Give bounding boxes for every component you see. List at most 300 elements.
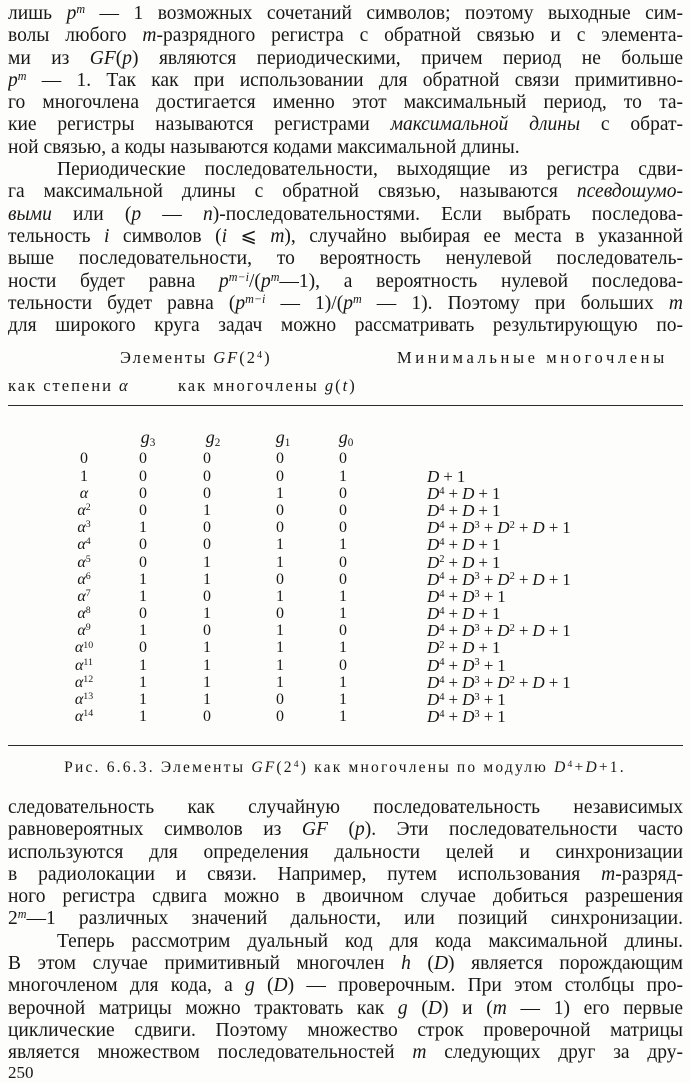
- text-run: (: [335, 376, 343, 395]
- table-row: [0, 468, 690, 485]
- table-top-rule: [8, 405, 683, 406]
- column-header-g0: [331, 427, 361, 450]
- text-line: [8, 931, 683, 953]
- math-italic: α: [77, 519, 86, 537]
- text-line: [8, 953, 683, 975]
- superscript: 4: [293, 759, 301, 771]
- superscript: 2: [509, 519, 515, 531]
- text-run: га максимальной длины с обратной связью, называются: [8, 181, 577, 203]
- coefficient-cell: 0: [203, 536, 211, 554]
- math-italic: D: [427, 466, 440, 486]
- table-row: [0, 450, 690, 467]
- superscript: 2: [509, 623, 515, 634]
- math-italic: g: [275, 427, 285, 447]
- coefficient-cell: 1: [203, 673, 211, 691]
- operator-sign: +: [448, 707, 459, 727]
- paragraph: [8, 159, 683, 337]
- coefficient-cell: 0: [203, 519, 211, 537]
- math-italic: D: [462, 621, 475, 641]
- operator-sign: +: [448, 518, 459, 538]
- table-row: [0, 708, 690, 725]
- text-line: [8, 1020, 683, 1042]
- superscript: 10: [83, 639, 94, 651]
- text-run: /(: [249, 270, 261, 292]
- coefficient-cell: 1: [203, 656, 211, 674]
- math-italic: D: [427, 483, 440, 503]
- superscript: 4: [439, 519, 445, 531]
- math-superscript: m: [17, 908, 27, 922]
- coefficient-cell: 0: [276, 519, 284, 537]
- coefficient-cell: 1: [203, 553, 211, 571]
- text-run: волы любого: [8, 25, 143, 47]
- text-run: тельности будет равна (: [8, 292, 236, 314]
- coefficient-cell: 1: [339, 605, 347, 623]
- text-run: лишь: [8, 3, 67, 24]
- text-run: (: [254, 975, 274, 997]
- text-line: [8, 315, 683, 337]
- text-run: 0: [80, 450, 88, 468]
- operator-sign: +: [448, 535, 459, 555]
- operator-sign: +: [483, 621, 494, 641]
- text-run: тельность: [8, 225, 105, 247]
- text-run: — 1 возможных сочетаний символов; поэтому выходные сим-: [85, 3, 683, 24]
- text-run: Рис. 6.6.3. Элементы: [64, 759, 252, 776]
- math-italic: D: [427, 621, 440, 641]
- coefficient-cell: 1: [339, 691, 347, 709]
- coefficient-cell: 1: [276, 484, 284, 502]
- math-superscript: m: [17, 69, 27, 83]
- coefficient-cell: 0: [276, 708, 284, 726]
- text-run: (: [410, 953, 434, 975]
- math-italic: D: [532, 672, 545, 692]
- math-italic: g: [245, 975, 255, 997]
- subscript: 3: [149, 437, 156, 450]
- operator-sign: +: [448, 552, 459, 572]
- column-header-g2: [198, 427, 228, 450]
- math-italic: GF: [251, 759, 277, 776]
- text-run: используются для определения дальности целей и синхронизации: [8, 841, 683, 863]
- text-run: -разряд-: [615, 863, 683, 885]
- superscript: 4: [439, 691, 445, 703]
- math-italic: D: [427, 997, 442, 1019]
- table-row: [0, 674, 690, 691]
- math-italic: α: [119, 376, 130, 395]
- superscript: 4: [439, 502, 445, 514]
- coefficient-cell: 1: [276, 673, 284, 691]
- math-italic: D: [427, 707, 440, 727]
- superscript: 2: [439, 554, 445, 566]
- math-italic: α: [74, 639, 84, 657]
- text-run: 1: [80, 467, 88, 485]
- math-italic: D: [462, 535, 475, 555]
- column-header-g3: [133, 427, 163, 450]
- text-run: 1: [497, 655, 506, 675]
- math-italic: D: [273, 975, 288, 997]
- math-italic: p: [354, 819, 365, 841]
- superscript: 2: [509, 571, 515, 583]
- math-italic: D: [497, 621, 510, 641]
- operator-sign: +: [483, 690, 494, 710]
- table-body: [0, 450, 690, 725]
- table-bottom-rule: [8, 745, 683, 746]
- text-run: 1: [562, 621, 571, 641]
- superscript: 8: [85, 605, 91, 617]
- math-italic: GF: [301, 819, 328, 841]
- text-line: [8, 842, 683, 864]
- superscript: 4: [439, 537, 445, 549]
- operator-sign: +: [448, 621, 459, 641]
- math-superscript: m−i: [245, 292, 266, 306]
- superscript: 4: [439, 605, 445, 617]
- text-run: (2: [276, 759, 294, 776]
- coefficient-cell: 1: [139, 691, 147, 709]
- math-italic: α: [77, 622, 86, 640]
- table-row: [0, 639, 690, 656]
- text-line: [8, 819, 683, 841]
- coefficient-cell: 0: [339, 519, 347, 537]
- coefficient-cell: 0: [139, 450, 147, 468]
- math-italic: D: [497, 518, 510, 538]
- operator-sign: +: [518, 672, 529, 692]
- text-run: ⩽: [227, 225, 271, 247]
- math-italic: максимальной длины: [390, 114, 581, 136]
- coefficient-cell: 1: [276, 622, 284, 640]
- coefficient-cell: 1: [139, 587, 147, 605]
- math-italic: псевдошумо-: [576, 181, 683, 203]
- text-run: ми из: [8, 47, 90, 69]
- operator-sign: +: [448, 672, 459, 692]
- math-italic: α: [77, 501, 86, 519]
- text-run: ного регистра сдвига можно в двоичном случае добиться разрешения: [8, 886, 683, 908]
- coefficient-cell: 0: [203, 708, 211, 726]
- text-run: выше последовательности, то вероятность ненулевой последователь-: [8, 248, 683, 270]
- table-header-minimal-polynomials: Минимальные многочлены: [397, 348, 668, 367]
- math-italic: D: [433, 953, 449, 975]
- text-run: 1: [492, 535, 501, 555]
- coefficient-cell: 1: [139, 519, 147, 537]
- text-run: 1: [562, 518, 571, 538]
- text-run: 1: [562, 672, 571, 692]
- text-run: ) и (: [441, 997, 493, 1019]
- text-run: ности будет равна: [8, 270, 220, 292]
- text-run: 1: [497, 707, 506, 727]
- math-italic: D: [462, 569, 475, 589]
- table-subheader-as-polynomials: [178, 376, 357, 396]
- math-superscript: m: [270, 270, 280, 284]
- text-line: [8, 248, 683, 270]
- math-italic: p: [122, 47, 133, 69]
- coefficient-cell: 0: [339, 484, 347, 502]
- math-italic: D: [462, 672, 475, 692]
- math-italic: i: [221, 225, 228, 247]
- math-italic: D: [462, 690, 475, 710]
- coefficient-cell: 1: [339, 587, 347, 605]
- math-superscript: m−i: [228, 270, 250, 284]
- text-run: 1: [492, 604, 501, 624]
- math-italic: m: [492, 997, 507, 1019]
- table-row: [0, 622, 690, 639]
- text-line: [8, 204, 683, 226]
- superscript: 14: [83, 708, 94, 720]
- operator-sign: +: [448, 569, 459, 589]
- math-italic: α: [77, 587, 86, 605]
- math-italic: GF: [89, 47, 116, 69]
- body-text-bottom: [8, 797, 683, 1065]
- math-superscript: m: [76, 3, 86, 16]
- operator-sign: +: [548, 672, 559, 692]
- operator-sign: +: [548, 518, 559, 538]
- text-run: равновероятных символов из: [8, 819, 302, 841]
- subscript: 0: [347, 437, 354, 450]
- superscript: 3: [85, 519, 91, 531]
- superscript: 4: [85, 536, 91, 548]
- math-italic: D: [427, 586, 440, 606]
- text-line: [8, 48, 683, 70]
- body-text-top: [8, 3, 683, 337]
- math-italic: g: [324, 376, 336, 395]
- text-run: —1 различных значений дальности, или позиций синхронизации.: [26, 908, 683, 930]
- coefficient-cell: 1: [203, 691, 211, 709]
- text-run: ) как многочлены по модулю: [300, 759, 555, 776]
- math-italic: p: [260, 270, 271, 292]
- paragraph: [8, 931, 683, 1065]
- math-italic: D: [532, 621, 545, 641]
- field-element-power: [60, 450, 108, 467]
- superscript: 3: [474, 691, 480, 703]
- coefficient-cell: 1: [203, 501, 211, 519]
- coefficient-cell: 0: [139, 639, 147, 657]
- operator-sign: +: [448, 604, 459, 624]
- text-run: кие регистры называются регистрами: [8, 114, 391, 136]
- text-run: 1: [497, 690, 506, 710]
- table-row: [0, 657, 690, 674]
- coefficient-cell: 1: [276, 553, 284, 571]
- text-run: го многочлена достигается именно этот максимальный период, то та-: [8, 92, 683, 114]
- coefficient-cell: 0: [339, 656, 347, 674]
- math-italic: D: [427, 500, 440, 520]
- text-line: [8, 114, 683, 136]
- math-italic: D: [497, 672, 510, 692]
- coefficient-cell: 0: [203, 622, 211, 640]
- math-italic: p: [343, 292, 353, 314]
- table-header-field-elements: [120, 348, 272, 371]
- math-italic: D: [554, 759, 568, 776]
- math-italic: D: [497, 569, 510, 589]
- math-italic: D: [462, 707, 475, 727]
- math-italic: α: [74, 673, 84, 691]
- text-run: как многочлены: [178, 376, 325, 395]
- superscript: 4: [439, 571, 445, 583]
- math-italic: n: [202, 203, 213, 225]
- text-run: — 1) его первые: [506, 997, 683, 1019]
- coefficient-cell: 1: [203, 605, 211, 623]
- superscript: 3: [474, 674, 480, 686]
- math-italic: D: [427, 672, 440, 692]
- text-run: 1: [562, 569, 571, 589]
- coefficient-cell: 1: [139, 673, 147, 691]
- math-italic: α: [75, 656, 84, 674]
- text-run: —: [141, 203, 203, 225]
- text-run: — 1). Поэтому при больших: [361, 292, 669, 314]
- math-italic: g: [205, 427, 215, 447]
- math-italic: p: [235, 292, 246, 314]
- math-italic: D: [427, 655, 440, 675]
- superscript: 2: [439, 640, 445, 652]
- math-italic: p: [66, 3, 77, 24]
- math-italic: t: [342, 376, 350, 395]
- text-line: [8, 998, 683, 1020]
- text-run: +1.: [598, 759, 626, 776]
- text-line: [8, 271, 683, 293]
- text-run: (: [115, 47, 123, 69]
- superscript: 3: [474, 657, 480, 669]
- math-superscript: m: [352, 292, 362, 306]
- superscript: 4: [439, 588, 445, 600]
- math-italic: g: [397, 997, 408, 1019]
- superscript: 4: [257, 349, 265, 361]
- operator-sign: +: [483, 586, 494, 606]
- coefficient-cell: 1: [339, 673, 347, 691]
- operator-sign: +: [448, 638, 459, 658]
- text-run: или (: [51, 203, 132, 225]
- math-italic: D: [585, 759, 599, 776]
- math-italic: D: [462, 483, 475, 503]
- text-line: [8, 25, 683, 47]
- operator-sign: +: [478, 500, 489, 520]
- math-italic: D: [462, 500, 475, 520]
- math-italic: D: [427, 535, 440, 555]
- coefficient-cell: 0: [203, 467, 211, 485]
- superscript: 4: [439, 623, 445, 634]
- math-italic: m: [668, 292, 683, 314]
- coefficient-cell: 0: [339, 570, 347, 588]
- text-run: —1), а вероятность нулевой последова-: [279, 270, 683, 292]
- math-italic: D: [462, 604, 475, 624]
- coefficient-cell: 1: [139, 656, 147, 674]
- operator-sign: +: [478, 535, 489, 555]
- operator-sign: +: [483, 569, 494, 589]
- table-row: [0, 588, 690, 605]
- superscript: 5: [85, 553, 91, 565]
- operator-sign: +: [448, 500, 459, 520]
- text-run: 1: [456, 466, 466, 486]
- minimal-polynomial: [427, 468, 465, 485]
- operator-sign: +: [478, 604, 489, 624]
- math-italic: D: [462, 655, 475, 675]
- coefficient-cell: 0: [203, 450, 211, 468]
- text-run: следовательность как случайную последовательность независимых: [8, 797, 683, 818]
- text-run: В этом случае примитивный многочлен: [8, 953, 402, 975]
- coefficient-cell: 0: [139, 605, 147, 623]
- field-element-power: [60, 468, 108, 485]
- operator-sign: +: [518, 518, 529, 538]
- operator-sign: +: [548, 569, 559, 589]
- page-number: 250: [8, 1063, 34, 1082]
- field-element-power: [60, 708, 108, 727]
- superscript: 3: [474, 519, 480, 531]
- coefficient-cell: 1: [139, 708, 147, 726]
- text-line: [8, 137, 683, 159]
- text-line: [8, 886, 683, 908]
- text-run: с обрат-: [580, 114, 683, 136]
- text-run: +: [574, 759, 586, 776]
- operator-sign: +: [448, 586, 459, 606]
- math-italic: α: [77, 570, 86, 588]
- paragraph: [8, 797, 683, 931]
- text-run: 1: [492, 638, 501, 658]
- coefficient-cell: 0: [276, 450, 284, 468]
- text-line: [8, 797, 683, 819]
- math-italic: α: [74, 708, 84, 726]
- text-run: (2: [239, 348, 257, 367]
- math-italic: GF: [213, 348, 240, 367]
- text-run: 1: [492, 552, 501, 572]
- figure-caption: [0, 758, 690, 780]
- operator-sign: +: [448, 690, 459, 710]
- math-italic: выми: [8, 203, 52, 225]
- superscript: 3: [474, 571, 480, 583]
- operator-sign: +: [478, 552, 489, 572]
- math-italic: p: [131, 203, 142, 225]
- operator-sign: +: [518, 621, 529, 641]
- coefficient-cell: 0: [339, 501, 347, 519]
- superscript: 4: [439, 485, 445, 497]
- math-italic: D: [427, 638, 440, 658]
- coefficient-cell: 0: [203, 484, 211, 502]
- coefficient-cell: 1: [339, 639, 347, 657]
- superscript: 4: [567, 759, 575, 771]
- text-run: для широкого круга задач можно рассматривать результирующую по-: [8, 315, 683, 337]
- coefficient-cell: 1: [276, 639, 284, 657]
- operator-sign: +: [478, 483, 489, 503]
- text-run: ) — проверочным. При этом столбцы про-: [287, 975, 683, 997]
- operator-sign: +: [518, 569, 529, 589]
- text-run: Теперь рассмотрим дуальный код для кода максимальной длины.: [57, 930, 683, 952]
- text-line: [8, 908, 683, 930]
- math-italic: α: [77, 553, 86, 571]
- coefficient-cell: 0: [276, 467, 284, 485]
- coefficient-cell: 1: [203, 639, 211, 657]
- superscript: 3: [474, 588, 480, 600]
- coefficient-cell: 0: [139, 467, 147, 485]
- coefficient-cell: 0: [276, 605, 284, 623]
- text-run: — 1. Так как при использовании для обратной связи примитивно-: [26, 69, 683, 91]
- coefficient-cell: 0: [276, 570, 284, 588]
- text-run: ной связью, а коды называются кодами максимальной длины.: [8, 136, 520, 158]
- math-italic: D: [532, 518, 545, 538]
- superscript: 3: [474, 708, 480, 720]
- coefficient-cell: 1: [203, 570, 211, 588]
- text-run: ): [349, 376, 357, 395]
- math-italic: D: [462, 552, 475, 572]
- math-italic: m: [412, 1042, 427, 1064]
- text-line: [8, 226, 683, 248]
- operator-sign: +: [483, 518, 494, 538]
- coefficient-cell: 1: [139, 622, 147, 640]
- text-run: в радиолокации и связи. Например, путем использования: [8, 863, 602, 885]
- superscript: 9: [85, 622, 91, 634]
- text-run: символов (: [109, 225, 222, 247]
- table-row: [0, 519, 690, 536]
- text-line: [8, 975, 683, 997]
- coefficient-cell: 1: [339, 536, 347, 554]
- text-run: 1: [492, 483, 501, 503]
- text-run: как степени: [8, 376, 120, 395]
- text-line: [8, 70, 683, 92]
- text-run: ): [264, 348, 272, 367]
- math-italic: m: [601, 863, 616, 885]
- math-italic: α: [77, 605, 86, 623]
